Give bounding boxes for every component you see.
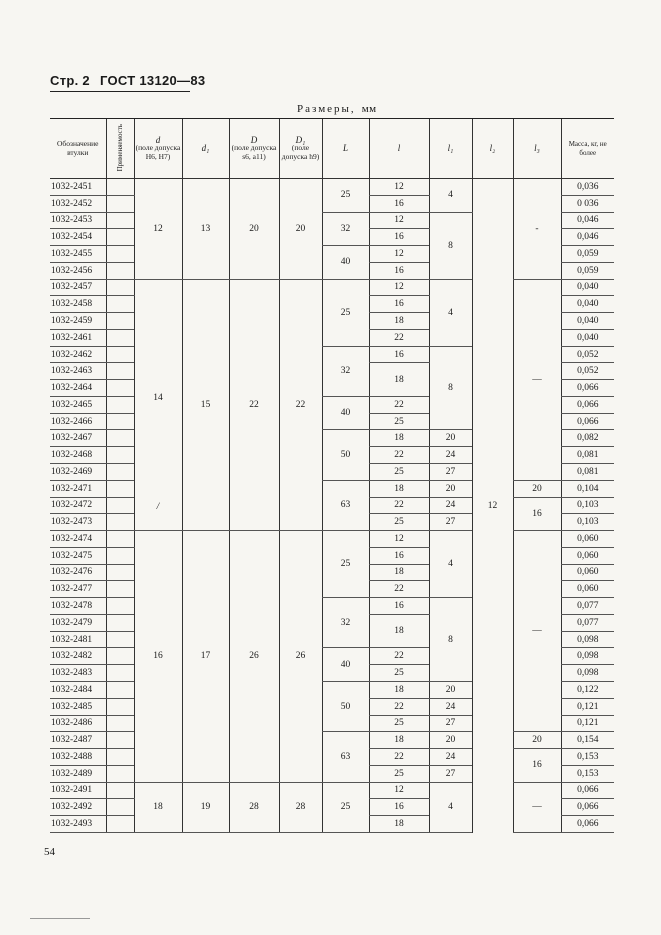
mass-cell: 0,122 xyxy=(561,681,614,698)
l1-cell: 8 xyxy=(429,346,472,430)
l-cell: 18 xyxy=(369,363,429,397)
application-cell xyxy=(106,179,134,196)
l-cell: 22 xyxy=(369,329,429,346)
col-d1: d₁ xyxy=(182,119,229,179)
application-cell xyxy=(106,262,134,279)
mass-cell: 0,040 xyxy=(561,279,614,296)
l-cell: 12 xyxy=(369,246,429,263)
mass-cell: 0,060 xyxy=(561,581,614,598)
application-cell xyxy=(106,564,134,581)
l-cell: 22 xyxy=(369,447,429,464)
l-cell: 18 xyxy=(369,564,429,581)
l3-cell: 16 xyxy=(513,749,561,783)
application-cell xyxy=(106,665,134,682)
mass-cell: 0,066 xyxy=(561,816,614,833)
application-cell xyxy=(106,229,134,246)
application-cell xyxy=(106,430,134,447)
group-d-cell: 16 xyxy=(134,531,182,782)
mass-cell: 0,046 xyxy=(561,212,614,229)
col-d: d (поле допуска H6, H7) xyxy=(134,119,182,179)
designation-cell: 1032-2466 xyxy=(50,413,106,430)
designation-cell: 1032-2481 xyxy=(50,631,106,648)
l-cell: 25 xyxy=(369,665,429,682)
mass-cell: 0,081 xyxy=(561,464,614,481)
designation-cell: 1032-2473 xyxy=(50,514,106,531)
L-cell: 40 xyxy=(322,246,369,280)
application-cell xyxy=(106,195,134,212)
table-row xyxy=(50,531,614,548)
l3-cell: 20 xyxy=(513,732,561,749)
L-cell: 25 xyxy=(322,279,369,346)
application-cell xyxy=(106,631,134,648)
l-cell: 18 xyxy=(369,732,429,749)
mass-cell: 0,082 xyxy=(561,430,614,447)
application-cell xyxy=(106,749,134,766)
mass-cell: 0,081 xyxy=(561,447,614,464)
caption-title: Размеры, xyxy=(297,103,356,115)
L-cell: 32 xyxy=(322,212,369,246)
designation-cell: 1032-2469 xyxy=(50,464,106,481)
dimensions-table xyxy=(50,118,614,833)
group-D-cell: 26 xyxy=(229,531,279,782)
l1-cell: 20 xyxy=(429,480,472,497)
mass-cell: 0,154 xyxy=(561,732,614,749)
l-cell: 22 xyxy=(369,581,429,598)
page-number: 54 xyxy=(44,846,55,858)
mass-cell: 0,066 xyxy=(561,413,614,430)
mass-cell: 0,077 xyxy=(561,614,614,631)
mass-cell: 0,153 xyxy=(561,749,614,766)
designation-cell: 1032-2483 xyxy=(50,665,106,682)
application-cell xyxy=(106,782,134,799)
designation-cell: 1032-2463 xyxy=(50,363,106,380)
footer-rule xyxy=(30,918,90,919)
group-d1-cell: 17 xyxy=(182,531,229,782)
group-D1-cell: 22 xyxy=(279,279,322,530)
table-row xyxy=(50,279,614,296)
l3-cell: - xyxy=(513,179,561,280)
l1-cell: 20 xyxy=(429,732,472,749)
mass-cell: 0,059 xyxy=(561,262,614,279)
designation-cell: 1032-2491 xyxy=(50,782,106,799)
mass-cell: 0,040 xyxy=(561,296,614,313)
designation-cell: 1032-2493 xyxy=(50,816,106,833)
group-d1-cell: 15 xyxy=(182,279,229,530)
designation-cell: 1032-2477 xyxy=(50,581,106,598)
l-cell: 25 xyxy=(369,765,429,782)
designation-cell: 1032-2487 xyxy=(50,732,106,749)
mass-cell: 0,103 xyxy=(561,497,614,514)
application-cell xyxy=(106,799,134,816)
mass-cell: 0,040 xyxy=(561,329,614,346)
designation-cell: 1032-2452 xyxy=(50,195,106,212)
l-cell: 18 xyxy=(369,681,429,698)
l-cell: 22 xyxy=(369,396,429,413)
application-cell xyxy=(106,363,134,380)
l-cell: 18 xyxy=(369,480,429,497)
l3-cell: — xyxy=(513,531,561,732)
l-cell: 12 xyxy=(369,179,429,196)
designation-cell: 1032-2489 xyxy=(50,765,106,782)
designation-cell: 1032-2451 xyxy=(50,179,106,196)
L-cell: 50 xyxy=(322,681,369,731)
l1-cell: 24 xyxy=(429,497,472,514)
table-caption xyxy=(297,103,377,115)
designation-cell: 1032-2485 xyxy=(50,698,106,715)
mass-cell: 0 036 xyxy=(561,195,614,212)
l-cell: 16 xyxy=(369,262,429,279)
l-cell: 22 xyxy=(369,749,429,766)
designation-cell: 1032-2467 xyxy=(50,430,106,447)
designation-cell: 1032-2475 xyxy=(50,547,106,564)
l-cell: 25 xyxy=(369,413,429,430)
l-cell: 18 xyxy=(369,816,429,833)
mass-cell: 0,060 xyxy=(561,547,614,564)
mass-cell: 0,104 xyxy=(561,480,614,497)
l1-cell: 8 xyxy=(429,598,472,682)
l3-cell: — xyxy=(513,279,561,480)
group-D1-cell: 20 xyxy=(279,179,322,280)
application-cell xyxy=(106,212,134,229)
application-cell xyxy=(106,514,134,531)
group-D1-cell: 28 xyxy=(279,782,322,832)
application-cell xyxy=(106,765,134,782)
l1-cell: 8 xyxy=(429,212,472,279)
group-d-cell: 18 xyxy=(134,782,182,832)
col-mass: Масса, кг, не более xyxy=(561,119,614,179)
col-l2: l₂ xyxy=(472,119,513,179)
group-D-cell: 22 xyxy=(229,279,279,530)
mass-cell: 0,098 xyxy=(561,665,614,682)
group-D-cell: 28 xyxy=(229,782,279,832)
group-d1-cell: 13 xyxy=(182,179,229,280)
table-row xyxy=(50,179,614,196)
mass-cell: 0,066 xyxy=(561,782,614,799)
application-cell xyxy=(106,396,134,413)
designation-cell: 1032-2482 xyxy=(50,648,106,665)
l-cell: 12 xyxy=(369,279,429,296)
page-label: Стр. 2 xyxy=(50,73,90,88)
application-cell xyxy=(106,698,134,715)
application-cell xyxy=(106,614,134,631)
designation-cell: 1032-2453 xyxy=(50,212,106,229)
l1-cell: 27 xyxy=(429,715,472,732)
l3-cell: 16 xyxy=(513,497,561,531)
application-cell xyxy=(106,464,134,481)
designation-cell: 1032-2458 xyxy=(50,296,106,313)
L-cell: 25 xyxy=(322,179,369,213)
designation-cell: 1032-2464 xyxy=(50,380,106,397)
l1-cell: 20 xyxy=(429,681,472,698)
mass-cell: 0,066 xyxy=(561,380,614,397)
mass-cell: 0,121 xyxy=(561,698,614,715)
application-cell xyxy=(106,313,134,330)
l1-cell: 4 xyxy=(429,531,472,598)
application-cell xyxy=(106,346,134,363)
designation-cell: 1032-2457 xyxy=(50,279,106,296)
designation-cell: 1032-2461 xyxy=(50,329,106,346)
l1-cell: 27 xyxy=(429,464,472,481)
l1-cell: 24 xyxy=(429,698,472,715)
l-cell: 18 xyxy=(369,430,429,447)
l1-cell: 24 xyxy=(429,447,472,464)
l-cell: 18 xyxy=(369,614,429,648)
mass-cell: 0,153 xyxy=(561,765,614,782)
group-d1-cell: 19 xyxy=(182,782,229,832)
group-d-cell: 12 xyxy=(134,179,182,280)
l-cell: 25 xyxy=(369,514,429,531)
application-cell xyxy=(106,581,134,598)
col-l1: l₁ xyxy=(429,119,472,179)
designation-cell: 1032-2462 xyxy=(50,346,106,363)
designation-cell: 1032-2465 xyxy=(50,396,106,413)
application-cell xyxy=(106,246,134,263)
L-cell: 63 xyxy=(322,480,369,530)
designation-cell: 1032-2472 xyxy=(50,497,106,514)
designation-cell: 1032-2474 xyxy=(50,531,106,548)
l-cell: 12 xyxy=(369,212,429,229)
l1-cell: 20 xyxy=(429,430,472,447)
designation-cell: 1032-2459 xyxy=(50,313,106,330)
application-cell xyxy=(106,648,134,665)
application-cell xyxy=(106,296,134,313)
l1-cell: 4 xyxy=(429,279,472,346)
L-cell: 25 xyxy=(322,782,369,832)
designation-cell: 1032-2484 xyxy=(50,681,106,698)
application-cell xyxy=(106,497,134,514)
l-cell: 16 xyxy=(369,195,429,212)
mass-cell: 0,066 xyxy=(561,799,614,816)
designation-cell: 1032-2454 xyxy=(50,229,106,246)
col-l3: l₃ xyxy=(513,119,561,179)
l1-cell: 4 xyxy=(429,179,472,213)
L-cell: 63 xyxy=(322,732,369,782)
L-cell: 32 xyxy=(322,346,369,396)
col-L: L xyxy=(322,119,369,179)
mass-cell: 0,077 xyxy=(561,598,614,615)
table-row xyxy=(50,782,614,799)
mass-cell: 0,052 xyxy=(561,363,614,380)
L-cell: 25 xyxy=(322,531,369,598)
application-cell xyxy=(106,816,134,833)
header-rule xyxy=(50,91,190,92)
l3-cell: — xyxy=(513,782,561,832)
L-cell: 32 xyxy=(322,598,369,648)
l-cell: 16 xyxy=(369,346,429,363)
mass-cell: 0,121 xyxy=(561,715,614,732)
application-cell xyxy=(106,681,134,698)
designation-cell: 1032-2456 xyxy=(50,262,106,279)
application-cell xyxy=(106,715,134,732)
l-cell: 12 xyxy=(369,531,429,548)
mass-cell: 0,103 xyxy=(561,514,614,531)
l-cell: 22 xyxy=(369,648,429,665)
l-cell: 25 xyxy=(369,464,429,481)
designation-cell: 1032-2468 xyxy=(50,447,106,464)
mass-cell: 0,060 xyxy=(561,531,614,548)
mass-cell: 0,066 xyxy=(561,396,614,413)
l-cell: 16 xyxy=(369,296,429,313)
designation-cell: 1032-2486 xyxy=(50,715,106,732)
header-row xyxy=(50,119,614,179)
col-l: l xyxy=(369,119,429,179)
l-cell: 18 xyxy=(369,313,429,330)
mass-cell: 0,060 xyxy=(561,564,614,581)
l-cell: 22 xyxy=(369,698,429,715)
L-cell: 50 xyxy=(322,430,369,480)
l-cell: 16 xyxy=(369,598,429,615)
l1-cell: 4 xyxy=(429,782,472,832)
l-cell: 16 xyxy=(369,799,429,816)
l-cell: 16 xyxy=(369,229,429,246)
group-d-cell: 14 / xyxy=(134,279,182,530)
application-cell xyxy=(106,547,134,564)
col-D1: D₁ (поле допуска h9) xyxy=(279,119,322,179)
mass-cell: 0,098 xyxy=(561,631,614,648)
mass-cell: 0,052 xyxy=(561,346,614,363)
designation-cell: 1032-2488 xyxy=(50,749,106,766)
L-cell: 40 xyxy=(322,648,369,682)
table-body xyxy=(50,179,614,833)
application-cell xyxy=(106,447,134,464)
application-cell xyxy=(106,329,134,346)
l1-cell: 27 xyxy=(429,765,472,782)
designation-cell: 1032-2492 xyxy=(50,799,106,816)
stray-tick-mark: / xyxy=(156,501,160,512)
l2-cell: 12 xyxy=(472,179,513,833)
application-cell xyxy=(106,413,134,430)
mass-cell: 0,040 xyxy=(561,313,614,330)
designation-cell: 1032-2479 xyxy=(50,614,106,631)
L-cell: 40 xyxy=(322,396,369,430)
caption-unit: мм xyxy=(361,103,377,115)
page-header xyxy=(50,73,205,88)
application-cell xyxy=(106,380,134,397)
group-D-cell: 20 xyxy=(229,179,279,280)
col-designation: Обозначение втулки xyxy=(50,119,106,179)
col-application: Применяемость xyxy=(106,119,134,179)
mass-cell: 0,059 xyxy=(561,246,614,263)
application-cell xyxy=(106,598,134,615)
application-cell xyxy=(106,732,134,749)
l-cell: 12 xyxy=(369,782,429,799)
l-cell: 25 xyxy=(369,715,429,732)
application-cell xyxy=(106,531,134,548)
l1-cell: 27 xyxy=(429,514,472,531)
designation-cell: 1032-2478 xyxy=(50,598,106,615)
l1-cell: 24 xyxy=(429,749,472,766)
application-cell xyxy=(106,279,134,296)
mass-cell: 0,098 xyxy=(561,648,614,665)
standard-code: ГОСТ 13120—83 xyxy=(99,73,206,88)
designation-cell: 1032-2455 xyxy=(50,246,106,263)
mass-cell: 0,046 xyxy=(561,229,614,246)
col-D: D (поле допуска s6, a11) xyxy=(229,119,279,179)
l-cell: 22 xyxy=(369,497,429,514)
application-cell xyxy=(106,480,134,497)
designation-cell: 1032-2471 xyxy=(50,480,106,497)
group-D1-cell: 26 xyxy=(279,531,322,782)
l-cell: 16 xyxy=(369,547,429,564)
mass-cell: 0,036 xyxy=(561,179,614,196)
l3-cell: 20 xyxy=(513,480,561,497)
designation-cell: 1032-2476 xyxy=(50,564,106,581)
